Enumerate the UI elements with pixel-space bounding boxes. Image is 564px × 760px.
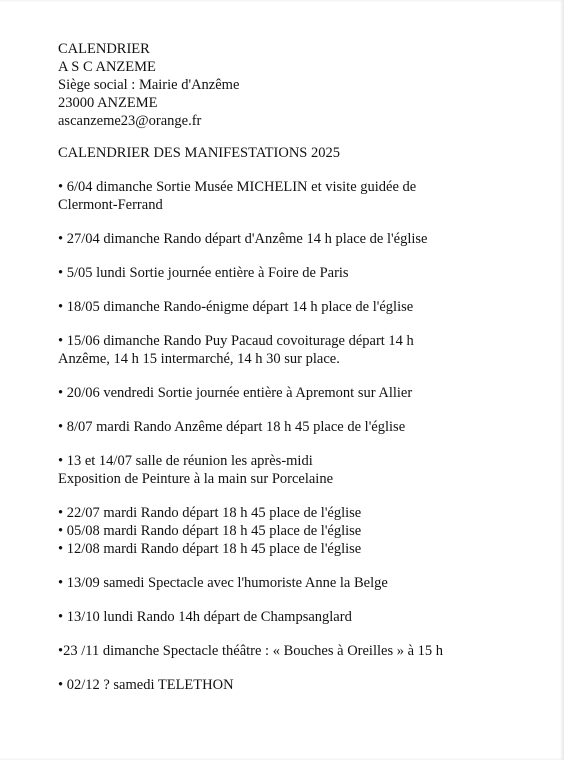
event-item: • 6/04 dimanche Sortie Musée MICHELIN et visite guidée de	[58, 179, 417, 195]
event-item-continuation: Clermont-Ferrand	[58, 197, 163, 213]
header-line-email: ascanzeme23@orange.fr	[58, 113, 202, 129]
spacer	[58, 162, 548, 178]
header-line-association: A S C ANZEME	[58, 59, 156, 75]
event-item: • 5/05 lundi Sortie journée entière à Foire de Paris	[58, 265, 349, 281]
spacer	[58, 402, 548, 418]
event-item: • 22/07 mardi Rando départ 18 h 45 place de l'église	[58, 505, 362, 521]
event-item: • 05/08 mardi Rando départ 18 h 45 place de l'église	[58, 523, 362, 539]
header-line-calendrier: CALENDRIER	[58, 41, 150, 57]
event-item: • 02/12 ? samedi TELETHON	[58, 677, 234, 693]
document-title: CALENDRIER DES MANIFESTATIONS 2025	[58, 145, 340, 161]
spacer	[58, 488, 548, 504]
event-item-continuation: Exposition de Peinture à la main sur Porcelaine	[58, 471, 334, 487]
spacer	[58, 626, 548, 642]
spacer	[58, 316, 548, 332]
spacer	[58, 368, 548, 384]
spacer	[58, 660, 548, 676]
event-item: •23 /11 dimanche Spectacle théâtre : « Bouches à Oreilles » à 15 h	[58, 643, 444, 659]
spacer	[58, 282, 548, 298]
spacer	[58, 130, 548, 144]
spacer	[58, 558, 548, 574]
event-item: • 27/04 dimanche Rando départ d'Anzême 14 h place de l'église	[58, 231, 428, 247]
event-item: • 20/06 vendredi Sortie journée entière à Apremont sur Allier	[58, 385, 413, 401]
document-content	[58, 40, 548, 694]
event-item: • 8/07 mardi Rando Anzême départ 18 h 45 place de l'église	[58, 419, 406, 435]
event-item: • 13 et 14/07 salle de réunion les après-midi	[58, 453, 313, 469]
event-item: • 12/08 mardi Rando départ 18 h 45 place de l'église	[58, 541, 362, 557]
event-item: • 18/05 dimanche Rando-énigme départ 14 h place de l'église	[58, 299, 414, 315]
spacer	[58, 214, 548, 230]
spacer	[58, 592, 548, 608]
spacer	[58, 436, 548, 452]
event-item-continuation: Anzême, 14 h 15 intermarché, 14 h 30 sur place.	[58, 351, 340, 367]
spacer	[58, 248, 548, 264]
header-line-postcode: 23000 ANZEME	[58, 95, 158, 111]
event-item: • 13/10 lundi Rando 14h départ de Champsanglard	[58, 609, 352, 625]
event-item: • 15/06 dimanche Rando Puy Pacaud covoiturage départ 14 h	[58, 333, 414, 349]
event-item: • 13/09 samedi Spectacle avec l'humoriste Anne la Belge	[58, 575, 388, 591]
header-line-siege: Siège social : Mairie d'Anzême	[58, 77, 240, 93]
